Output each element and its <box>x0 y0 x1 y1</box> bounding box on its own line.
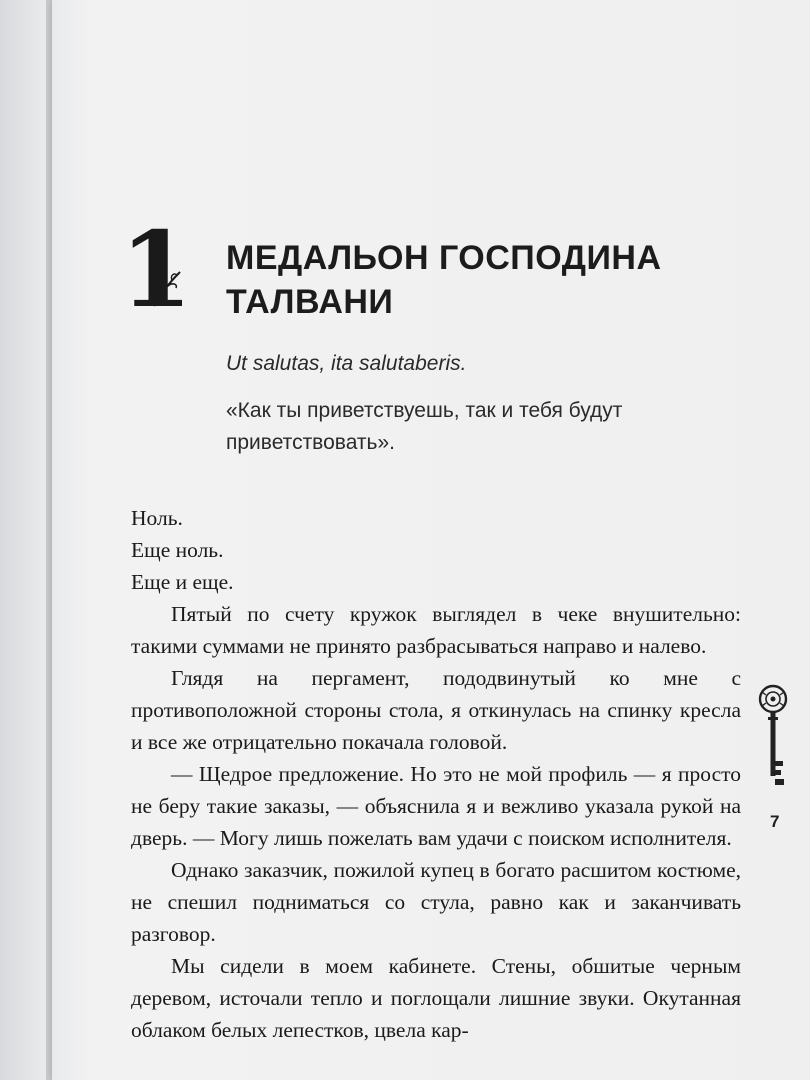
key-icon <box>756 683 790 789</box>
chapter-title-line-2: ТАЛВАНИ <box>226 283 394 321</box>
chapter-title <box>226 236 746 324</box>
chapter-title-line-1: МЕДАЛЬОН ГОСПОДИНА <box>226 239 662 277</box>
paragraph: Еще ноль. <box>131 538 224 562</box>
paragraph: Мы сидели в моем кабинете. Стены, обшитые черным деревом, источали тепло и поглощали лишние звуки. Окутанная облаком белых лепестков, цвела кар- <box>131 954 741 1042</box>
paragraph: Глядя на пергамент, пододвинутый ко мне с противоположной стороны стола, я откинулась на спинку кресла и все же отрицательно покачала головой. <box>131 666 741 754</box>
paragraph: Пятый по счету кружок выглядел в чеке внушительно: такими суммами не принято разбрасываться направо и налево. <box>131 602 741 658</box>
paragraph: Ноль. <box>131 506 183 530</box>
chapter-number: 1 <box>120 208 193 331</box>
paragraph: Еще и еще. <box>131 570 234 594</box>
paragraph: — Щедрое предложение. Но это не мой профиль — я просто не беру такие заказы, — объяснила я и вежливо указала рукой на дверь. — Могу лишь пожелать вам удачи с поиском исполнителя. <box>131 762 741 850</box>
page-number: 7 <box>770 812 780 831</box>
body-text <box>131 502 741 1046</box>
epigraph-translation: «Как ты приветствуешь, так и тебя будут приветствовать». <box>226 399 623 454</box>
sprig-icon <box>150 268 186 308</box>
epigraph-latin: Ut salutas, ita salutaberis. <box>226 352 467 375</box>
paragraph: Однако заказчик, пожилой купец в богато расшитом костюме, не спешил подниматься со стула, равно как и заканчивать разговор. <box>131 858 741 946</box>
